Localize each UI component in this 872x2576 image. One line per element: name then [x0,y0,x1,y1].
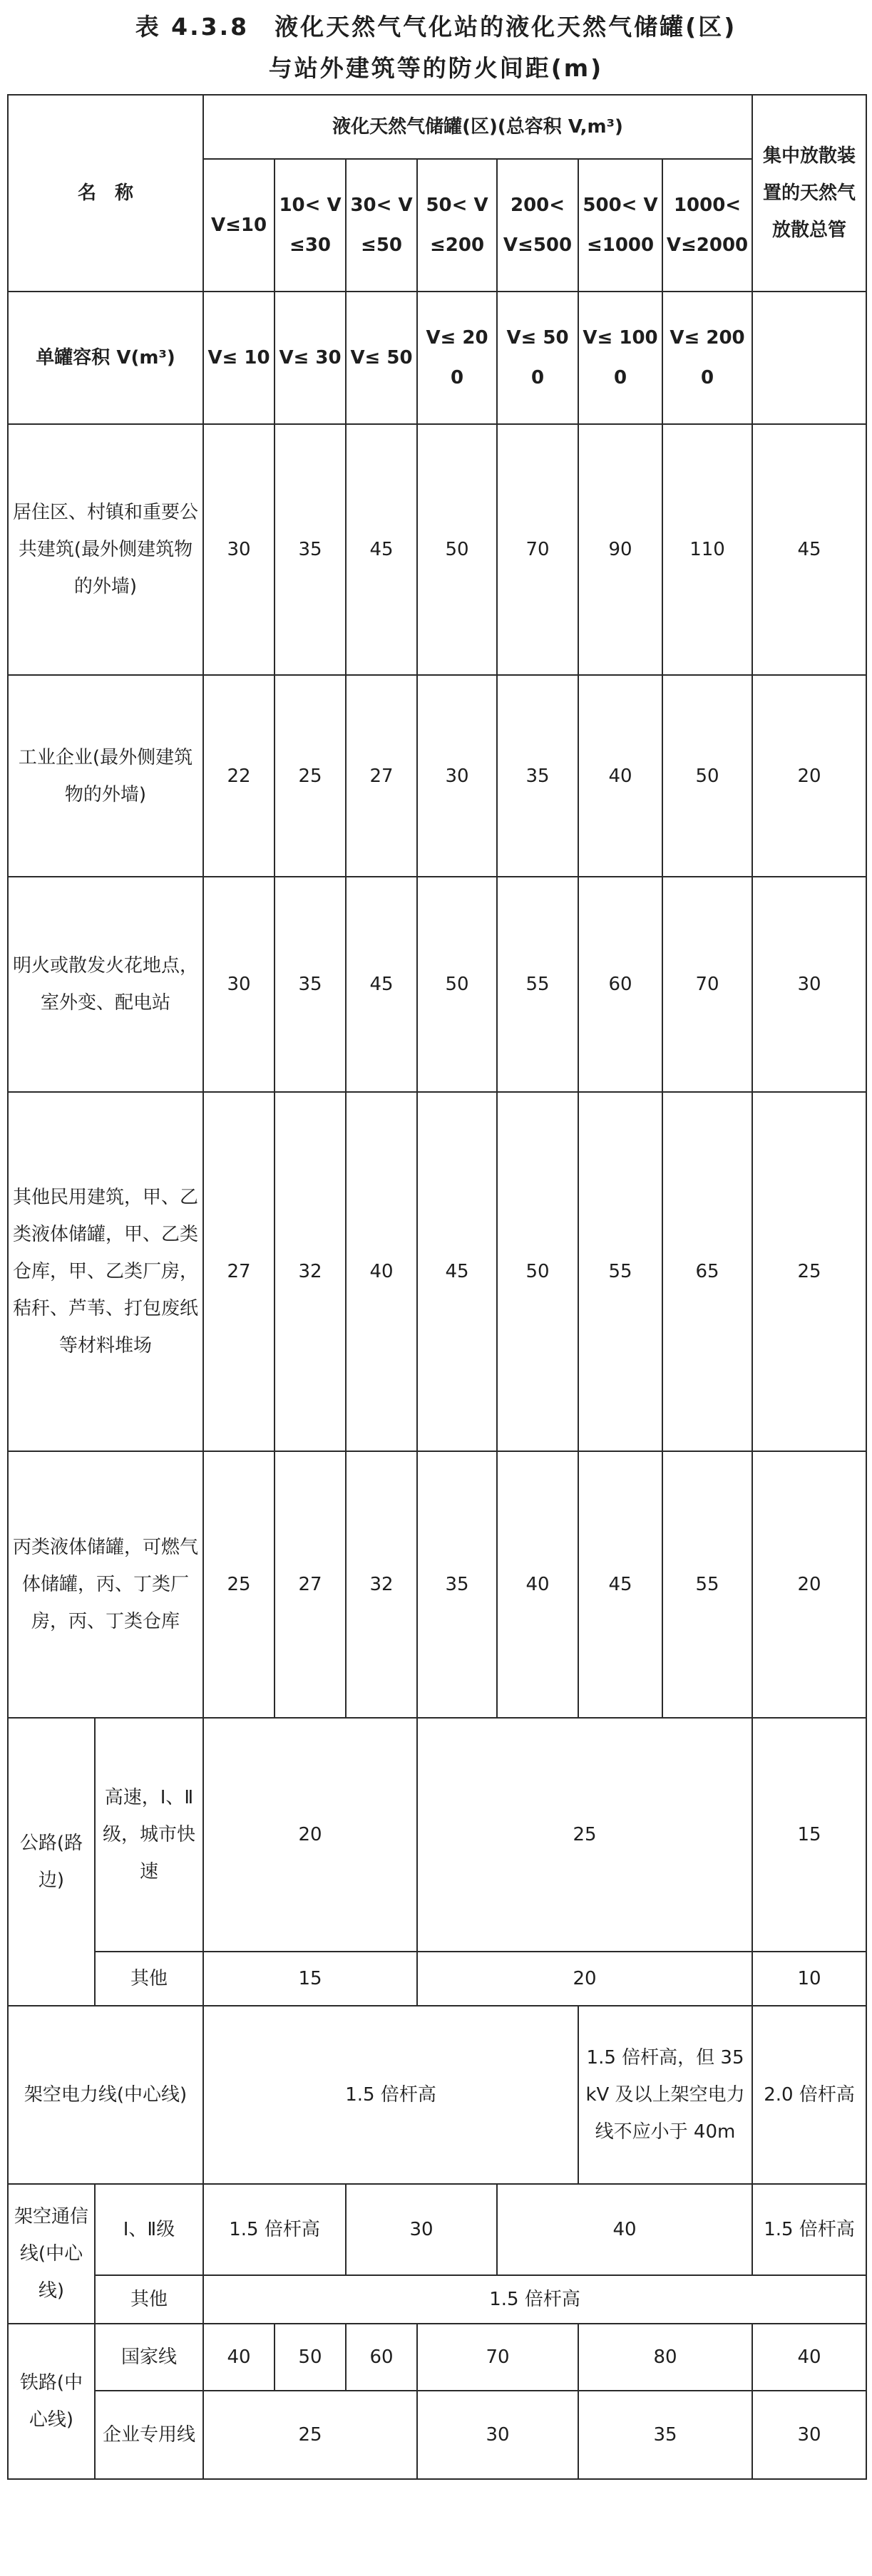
value-cell: 2.0 倍杆高 [752,2006,866,2184]
value-cell: 1.5 倍杆高 [203,2275,866,2324]
value-cell: 65 [662,1092,752,1451]
range-cell: V≤10 [203,159,275,292]
value-cell: 27 [203,1092,275,1451]
value-cell: 70 [417,2324,578,2391]
value-cell: 25 [752,1092,866,1451]
value-cell: 1.5 倍杆高，但 35kV 及以上架空电力线不应小于 40m [578,2006,752,2184]
value-cell: 30 [203,877,275,1092]
value-cell: 40 [497,2184,752,2275]
range-cell: 500< V≤1000 [578,159,662,292]
value-cell: 25 [203,1451,275,1718]
row-label-civil-buildings: 其他民用建筑，甲、乙类液体储罐，甲、乙类仓库，甲、乙类厂房，秸秆、芦苇、打包废纸等材料堆场 [8,1092,203,1451]
single-tank-cell: V≤ 10 [203,292,275,424]
value-cell: 20 [203,1718,417,1952]
value-cell: 27 [346,675,417,877]
value-cell: 25 [203,2391,417,2479]
value-cell: 10 [752,1952,866,2006]
value-cell: 30 [346,2184,497,2275]
value-cell: 70 [662,877,752,1092]
value-cell: 32 [275,1092,346,1451]
value-cell: 55 [578,1092,662,1451]
value-cell: 45 [346,877,417,1092]
single-tank-cell: V≤ 500 [497,292,578,424]
header-vent-pipe: 集中放散装置的天然气放散总管 [752,95,866,292]
single-tank-cell: V≤ 1000 [578,292,662,424]
value-cell: 45 [752,424,866,675]
value-cell: 30 [417,675,497,877]
value-cell: 50 [275,2324,346,2391]
value-cell: 32 [346,1451,417,1718]
value-cell: 20 [752,675,866,877]
range-cell: 200< V≤500 [497,159,578,292]
fire-distance-table [7,94,867,2480]
railway-national-label: 国家线 [95,2324,203,2391]
value-cell: 1.5 倍杆高 [203,2006,578,2184]
single-tank-label: 单罐容积 V(m³) [8,292,203,424]
single-tank-cell: V≤ 30 [275,292,346,424]
value-cell: 80 [578,2324,752,2391]
value-cell: 1.5 倍杆高 [752,2184,866,2275]
value-cell: 60 [346,2324,417,2391]
value-cell: 35 [275,424,346,675]
value-cell: 20 [752,1451,866,1718]
value-cell: 35 [497,675,578,877]
row-label-open-fire: 明火或散发火花地点，室外变、配电站 [8,877,203,1092]
road-highway-label: 高速，Ⅰ、Ⅱ级，城市快速 [95,1718,203,1952]
value-cell: 45 [346,424,417,675]
value-cell: 40 [203,2324,275,2391]
value-cell: 50 [662,675,752,877]
range-cell: 30< V≤50 [346,159,417,292]
value-cell: 27 [275,1451,346,1718]
row-label-industrial: 工业企业(最外侧建筑物的外墙) [8,675,203,877]
telecom-level-label: Ⅰ、Ⅱ级 [95,2184,203,2275]
range-cell: 10< V≤30 [275,159,346,292]
range-cell: 1000< V≤2000 [662,159,752,292]
value-cell: 70 [497,424,578,675]
value-cell: 35 [275,877,346,1092]
value-cell: 25 [275,675,346,877]
value-cell: 90 [578,424,662,675]
value-cell: 15 [203,1952,417,2006]
row-label-road: 公路(路边) [8,1718,95,2006]
value-cell: 45 [578,1451,662,1718]
value-cell: 50 [497,1092,578,1451]
value-cell: 55 [497,877,578,1092]
value-cell: 55 [662,1451,752,1718]
value-cell: 60 [578,877,662,1092]
single-tank-cell: V≤ 2000 [662,292,752,424]
value-cell: 30 [417,2391,578,2479]
value-cell: 35 [417,1451,497,1718]
value-cell: 15 [752,1718,866,1952]
single-tank-vent-cell [752,292,866,424]
table-subtitle: 与站外建筑等的防火间距(m) [268,54,604,82]
value-cell: 40 [752,2324,866,2391]
value-cell: 110 [662,424,752,675]
telecom-other-label: 其他 [95,2275,203,2324]
value-cell: 35 [578,2391,752,2479]
value-cell: 45 [417,1092,497,1451]
value-cell: 40 [578,675,662,877]
value-cell: 20 [417,1952,752,2006]
value-cell: 30 [752,2391,866,2479]
row-label-power-line: 架空电力线(中心线) [8,2006,203,2184]
value-cell: 50 [417,424,497,675]
value-cell: 30 [203,424,275,675]
row-label-class-c: 丙类液体储罐，可燃气体储罐，丙、丁类厂房，丙、丁类仓库 [8,1451,203,1718]
value-cell: 40 [346,1092,417,1451]
single-tank-cell: V≤ 200 [417,292,497,424]
value-cell: 1.5 倍杆高 [203,2184,346,2275]
row-label-railway: 铁路(中心线) [8,2324,95,2479]
row-label-telecom: 架空通信线(中心线) [8,2184,95,2324]
value-cell: 50 [417,877,497,1092]
value-cell: 40 [497,1451,578,1718]
range-cell: 50< V≤200 [417,159,497,292]
row-label-residential: 居住区、村镇和重要公共建筑(最外侧建筑物的外墙) [8,424,203,675]
value-cell: 30 [752,877,866,1092]
road-other-label: 其他 [95,1952,203,2006]
value-cell: 25 [417,1718,752,1952]
single-tank-cell: V≤ 50 [346,292,417,424]
header-name: 名 称 [8,95,203,292]
railway-enterprise-label: 企业专用线 [95,2391,203,2479]
header-tank-group: 液化天然气储罐(区)(总容积 V,m³) [203,95,752,159]
value-cell: 22 [203,675,275,877]
table-title: 表 4.3.8 液化天然气气化站的液化天然气储罐(区) [135,13,737,41]
